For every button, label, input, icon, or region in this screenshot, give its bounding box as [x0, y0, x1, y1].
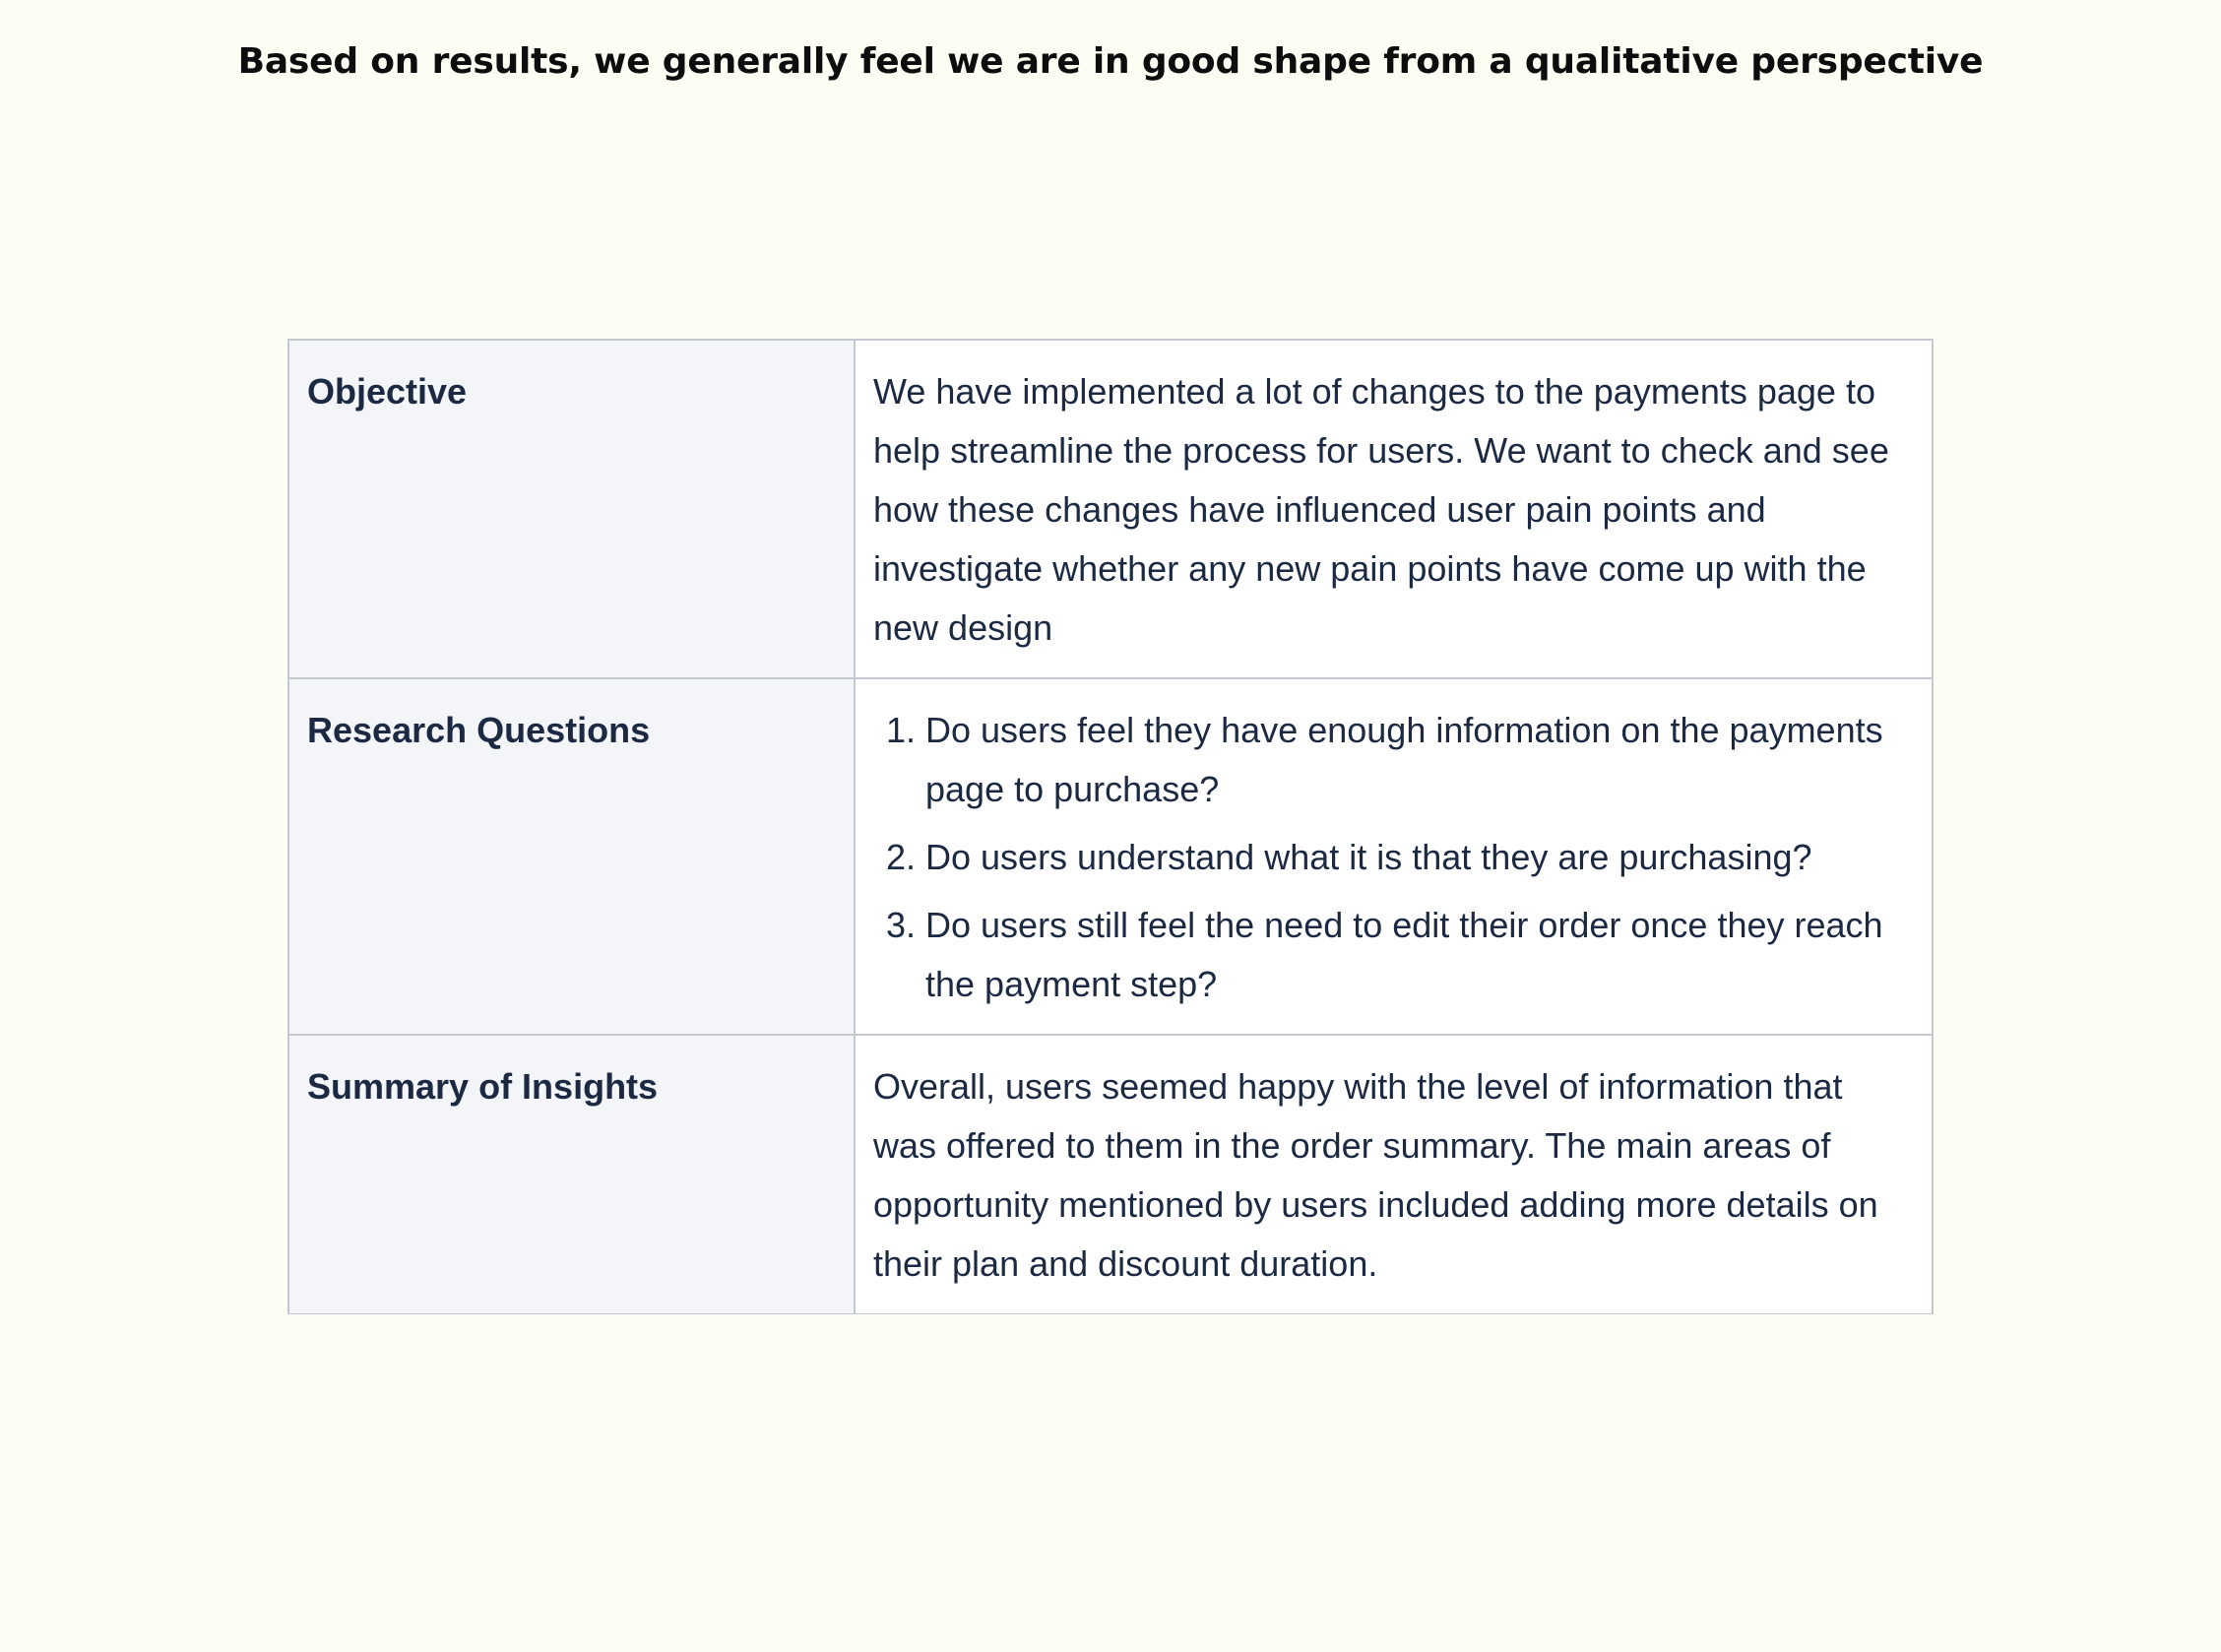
research-questions-list: [873, 701, 1914, 1014]
research-table: [287, 339, 1934, 1314]
research-question-item: 2. Do users understand what it is that they are purchasing?: [925, 828, 1914, 887]
objective-label: Objective: [288, 340, 855, 678]
research-questions-label: Research Questions: [288, 678, 855, 1035]
table-row-research-questions: [288, 678, 1933, 1035]
summary-of-insights-label: Summary of Insights: [288, 1035, 855, 1314]
research-question-item: 3. Do users still feel the need to edit their order once they reach the payment step?: [925, 896, 1914, 1014]
summary-of-insights-text: Overall, users seemed happy with the level of information that was offered to them in the order summary. The main areas of opportunity mentioned by users included adding more details on their plan and discount duration.: [855, 1035, 1933, 1314]
research-question-item: 1. Do users feel they have enough information on the payments page to purchase?: [925, 701, 1914, 819]
objective-text: We have implemented a lot of changes to the payments page to help streamline the process for users. We want to check and see how these changes have influenced user pain points and investigate whether any new pain points have come up with the new design: [855, 340, 1933, 678]
table-row-summary-of-insights: [288, 1035, 1933, 1314]
research-questions-cell: [855, 678, 1933, 1035]
table-row-objective: [288, 340, 1933, 678]
research-summary-table: [287, 339, 1935, 1314]
page-title: Based on results, we generally feel we are in good shape from a qualitative perspective: [237, 41, 1984, 82]
